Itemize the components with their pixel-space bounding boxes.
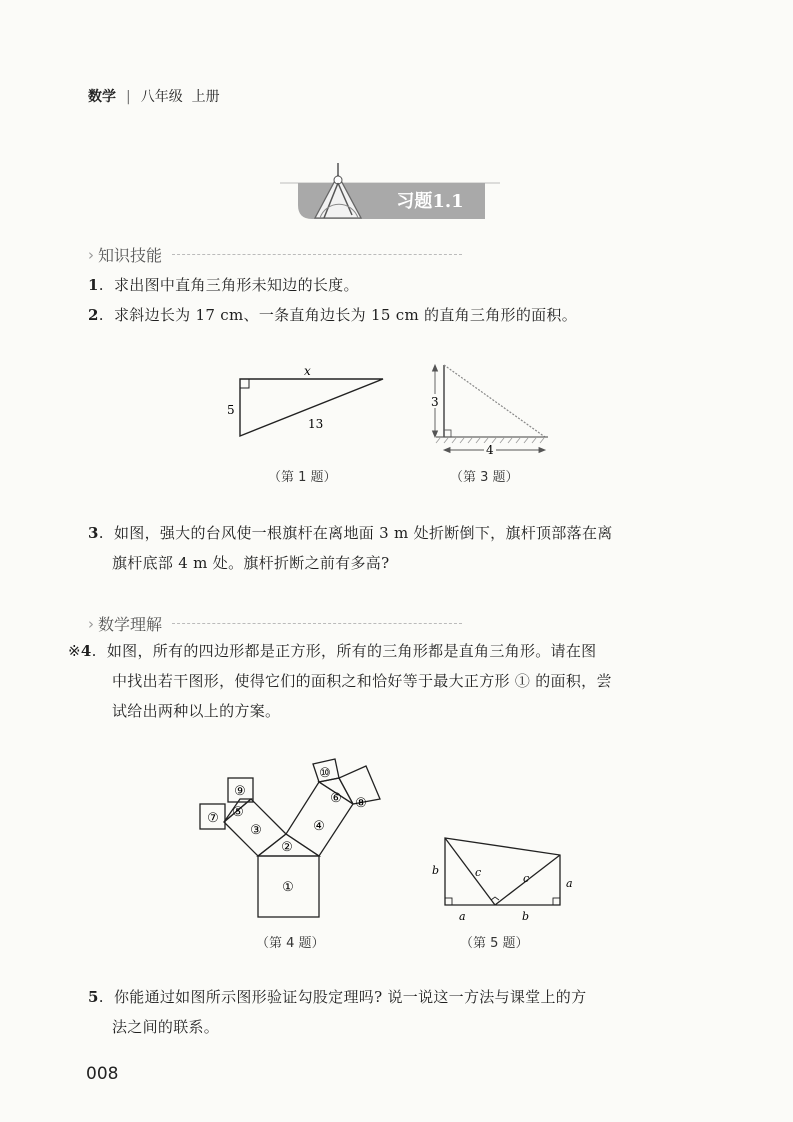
question-2: 2. 求斜边长为 17 cm、一条直角边长为 15 cm 的直角三角形的面积。: [88, 306, 578, 324]
page-number: 008: [86, 1064, 119, 1084]
figure-4-caption: （第 4 题）: [256, 936, 325, 951]
label-5: ⑤: [232, 805, 244, 820]
section-understanding-title: 数学理解: [98, 615, 163, 634]
question-text-line-1: 如图，所有的四边形都是正方形，所有的三角形都是直角三角形。请在图: [106, 642, 597, 660]
section-divider: [172, 623, 462, 624]
question-text-line-2: 中找出若干图形，使得它们的面积之和恰好等于最大正方形 ① 的面积，尝: [112, 672, 612, 690]
label-6: ⑥: [330, 791, 342, 806]
question-4: ※4. 如图，所有的四边形都是正方形，所有的三角形都是直角三角形。请在图 中找出若干图形，使得它们的面积之和恰好等于最大正方形 ① 的面积，尝 试给出两种以上的方案。: [68, 636, 612, 726]
label-13: 13: [308, 417, 324, 431]
question-5: 5. 你能通过如图所示图形验证勾股定理吗? 说一说这一方法与课堂上的方 法之间的联系。: [88, 982, 586, 1042]
label-3: 3: [431, 395, 439, 409]
question-number: 4: [80, 642, 92, 660]
question-text-line-2: 旗杆底部 4 m 处。旗杆折断之前有多高?: [112, 554, 390, 572]
right-angle-mark: [553, 898, 560, 905]
question-text-line-2: 法之间的联系。: [112, 1018, 220, 1036]
chevron-right-icon: ›: [88, 245, 94, 264]
right-angle-mark: [240, 379, 249, 388]
section-skills-title: 知识技能: [98, 246, 163, 265]
figure-3: [420, 355, 555, 460]
figure-5-caption: （第 5 题）: [460, 936, 529, 951]
label-7: ⑦: [207, 811, 219, 826]
label-b-bottom: b: [522, 910, 530, 923]
question-1: 1. 求出图中直角三角形未知边的长度。: [88, 276, 359, 294]
label-4: 4: [486, 443, 494, 457]
label-8: ⑧: [355, 796, 367, 811]
label-9: ⑨: [234, 784, 246, 799]
hypotenuse-left: [445, 838, 495, 905]
label-c-right: c: [523, 872, 530, 885]
label-1: ①: [282, 880, 294, 895]
question-text: 求出图中直角三角形未知边的长度。: [113, 276, 359, 294]
right-angle-mark: [445, 898, 452, 905]
figure-4: [195, 755, 385, 925]
question-text-line-3: 试给出两种以上的方案。: [112, 702, 281, 720]
question-text-line-1: 你能通过如图所示图形验证勾股定理吗? 说一说这一方法与课堂上的方: [113, 988, 587, 1006]
label-c-left: c: [475, 866, 482, 879]
running-header: [88, 86, 220, 106]
figure-1-caption: （第 1 题）: [268, 470, 337, 485]
header-separator: |: [126, 89, 131, 105]
label-a-bottom: a: [459, 910, 466, 923]
label-x: x: [304, 364, 311, 378]
question-number: 5: [88, 988, 99, 1006]
trapezoid: [445, 838, 560, 905]
header-volume: 上册: [191, 89, 220, 105]
optional-mark: ※: [68, 642, 81, 660]
exercise-banner: [280, 155, 500, 227]
section-divider: [172, 254, 462, 255]
label-a-right: a: [566, 877, 573, 890]
label-5: 5: [227, 403, 235, 417]
figure-1: [220, 362, 395, 442]
chevron-right-icon: ›: [88, 614, 94, 633]
label-3: ③: [250, 823, 262, 838]
question-3: 3. 如图，强大的台风使一根旗杆在离地面 3 m 处折断倒下，旗杆顶部落在离 旗杆底部 4 m 处。旗杆折断之前有多高?: [88, 518, 613, 578]
label-2: ②: [281, 840, 293, 855]
figure-3-caption: （第 3 题）: [450, 470, 519, 485]
question-text: 求斜边长为 17 cm、一条直角边长为 15 cm 的直角三角形的面积。: [113, 306, 578, 324]
header-subject: 数学: [88, 89, 116, 105]
section-skills: [88, 243, 462, 266]
label-4: ④: [313, 819, 325, 834]
broken-flagpole: [444, 365, 545, 437]
question-text-line-1: 如图，强大的台风使一根旗杆在离地面 3 m 处折断倒下，旗杆顶部落在离: [113, 524, 613, 542]
section-understanding: [88, 612, 462, 635]
question-number: 1: [88, 276, 99, 294]
label-10: ⑩: [319, 766, 331, 781]
right-angle-mark: [444, 430, 451, 437]
header-grade: 八年级: [140, 89, 183, 105]
label-b-left: b: [432, 864, 440, 877]
banner-title: 习题1.1: [396, 191, 464, 212]
figure-5: [425, 830, 585, 925]
right-angle-mark: [491, 897, 499, 900]
question-number: 3: [88, 524, 99, 542]
question-number: 2: [88, 306, 99, 324]
